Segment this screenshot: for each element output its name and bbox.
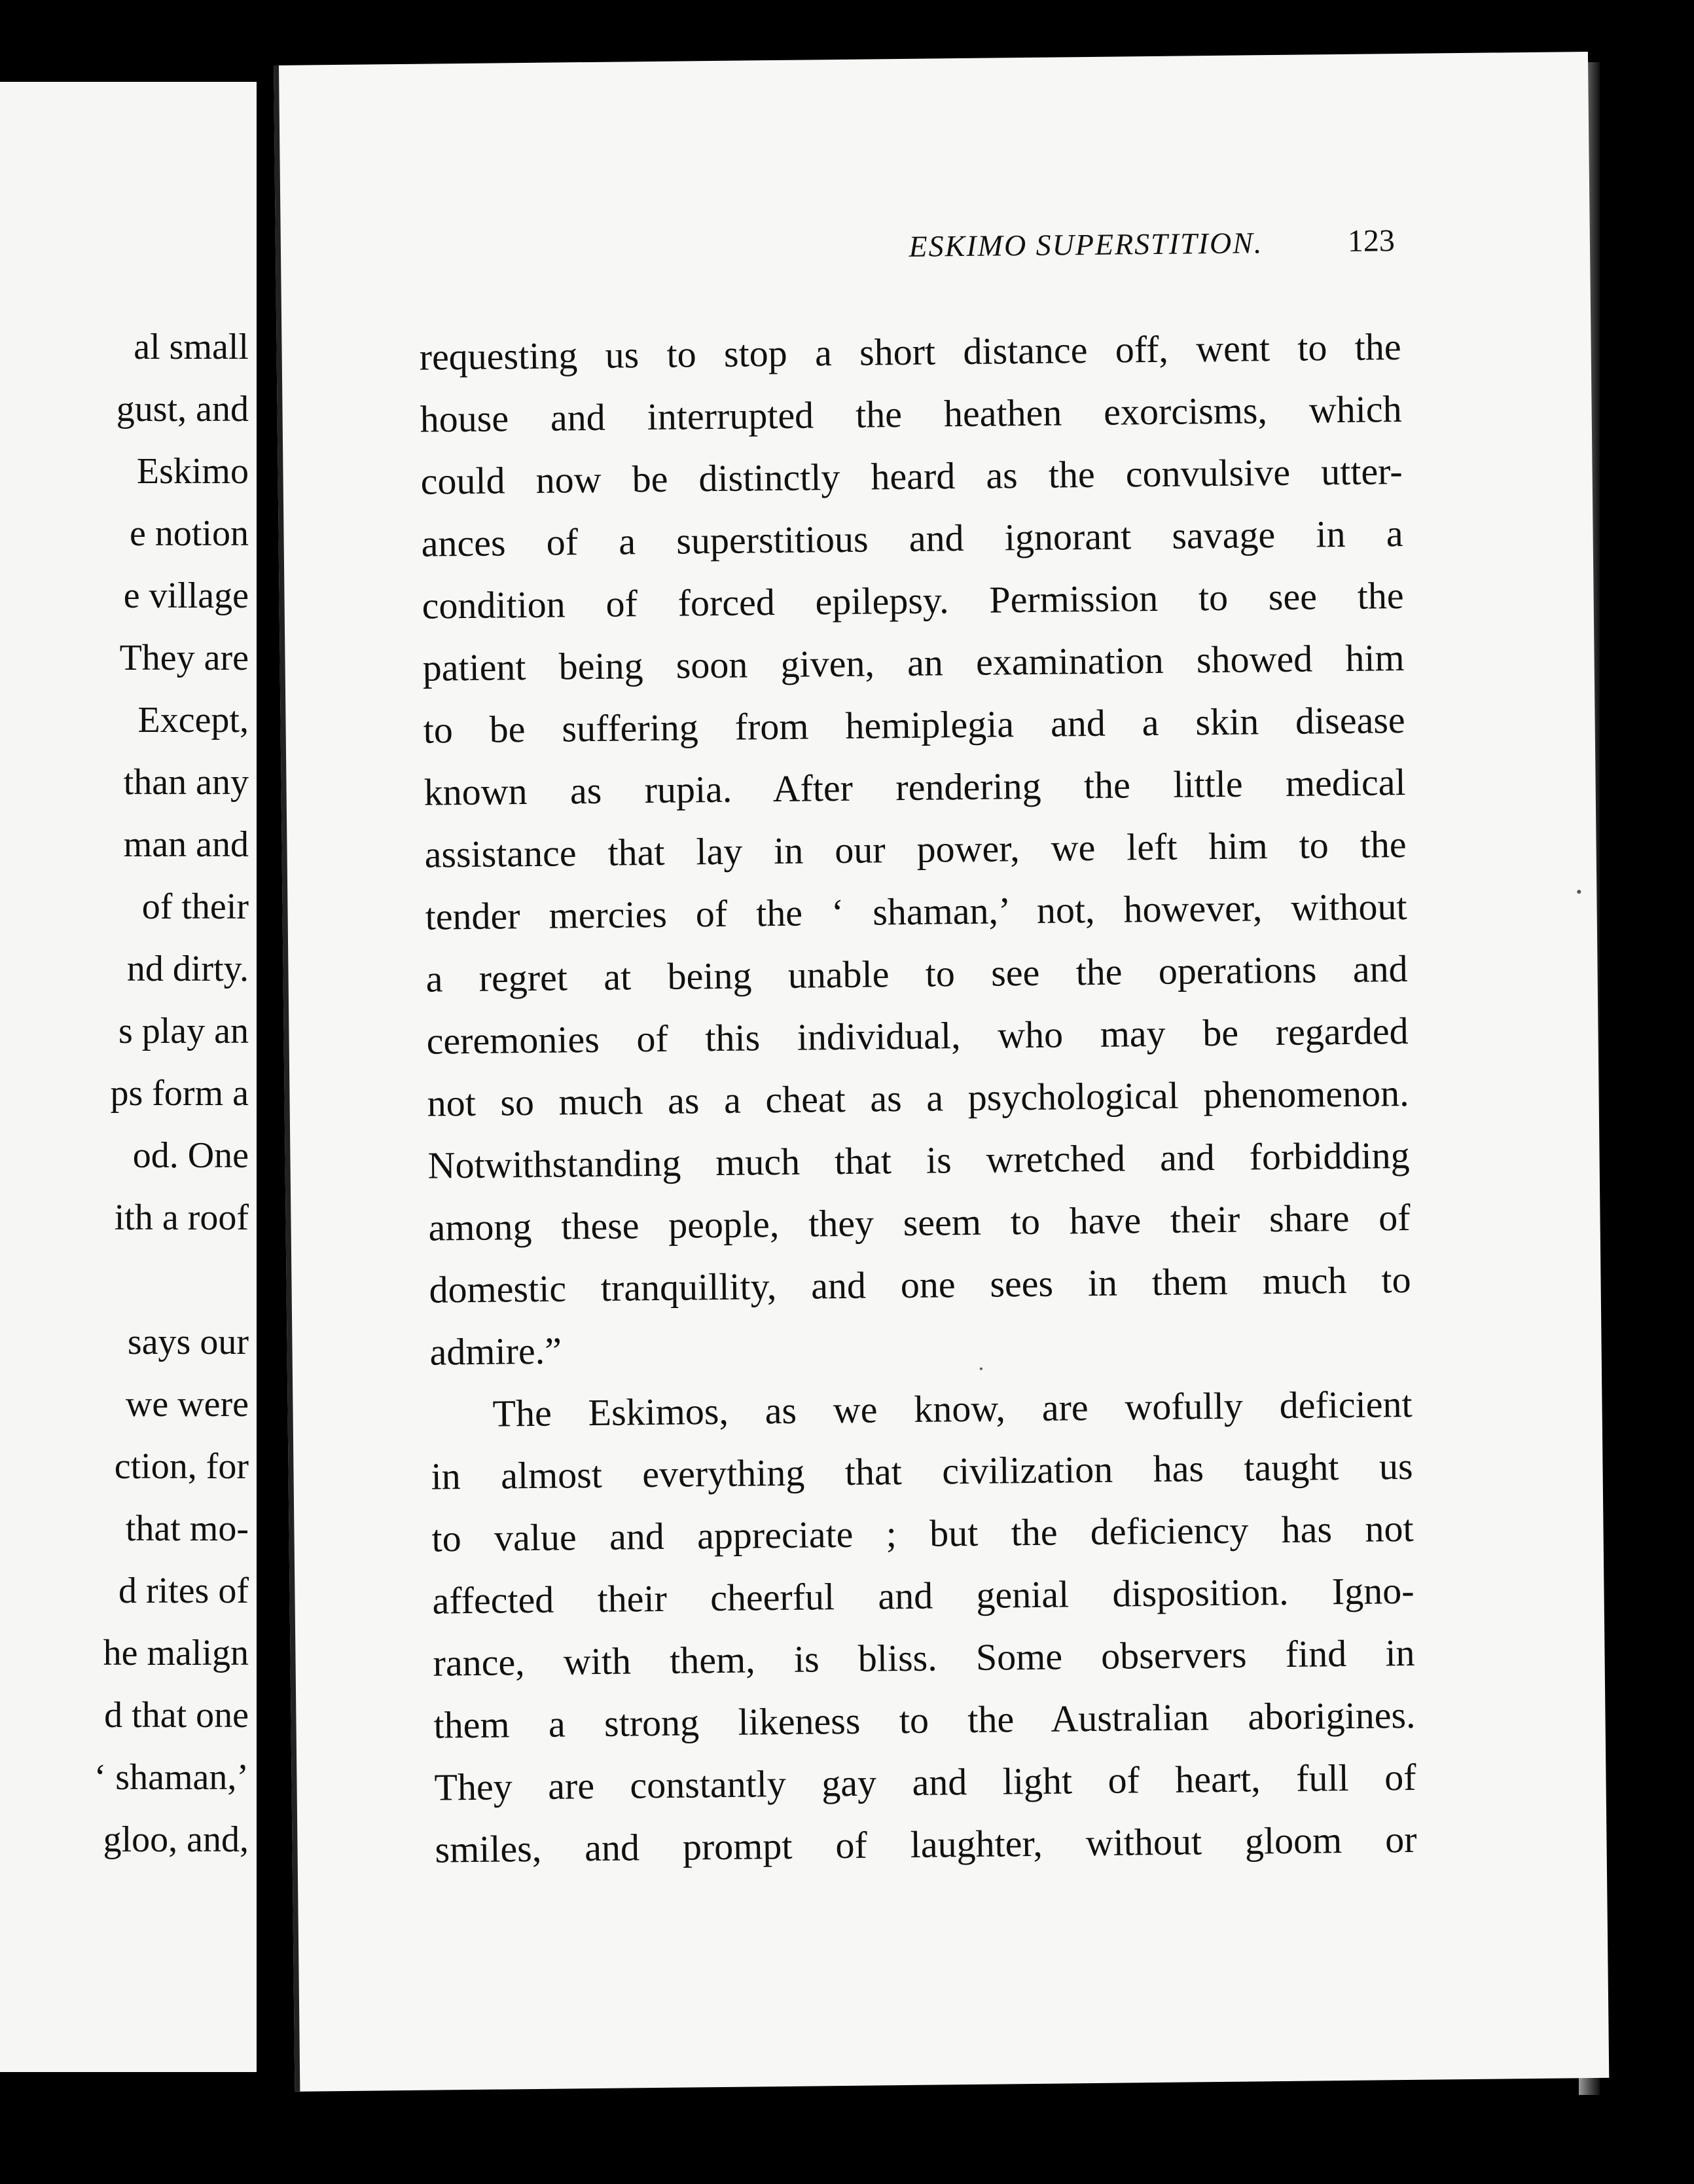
left-line: than any bbox=[123, 762, 249, 803]
text-line: not so much as a cheat as a psychological phenomenon. bbox=[427, 1071, 1409, 1125]
text-line: They are constantly gay and light of heart, full of bbox=[434, 1755, 1416, 1809]
text-line: known as rupia. After rendering the little medical bbox=[424, 760, 1406, 814]
left-line: s play an bbox=[118, 1011, 249, 1051]
text-line: in almost everything that civilization has taught us bbox=[431, 1444, 1413, 1498]
left-line: of their bbox=[141, 886, 249, 927]
left-line: ps form a bbox=[110, 1073, 249, 1114]
running-head: ESKIMO SUPERSTITION. bbox=[909, 226, 1263, 263]
paragraph-first-line: The Eskimos, as we know, are wofully deficient bbox=[492, 1382, 1413, 1435]
left-page-text bbox=[94, 316, 249, 1871]
left-line: e notion bbox=[130, 513, 249, 554]
left-line: od. One bbox=[132, 1135, 249, 1176]
left-page bbox=[0, 82, 257, 2072]
left-line: d that one bbox=[104, 1695, 249, 1736]
text-line: ceremonies of this individual, who may be regarded bbox=[426, 1009, 1409, 1063]
left-line: that mo- bbox=[125, 1508, 249, 1549]
text-line: affected their cheerful and genial disposition. Igno- bbox=[432, 1569, 1415, 1622]
left-line: al small bbox=[134, 327, 249, 367]
left-line: man and bbox=[123, 824, 249, 865]
left-line: Eskimo bbox=[136, 451, 249, 492]
text-line: to be suffering from hemiplegia and a skin disease bbox=[423, 698, 1405, 752]
left-line: ‘ shaman,’ bbox=[94, 1757, 249, 1798]
text-line: assistance that lay in our power, we left him to the bbox=[424, 822, 1407, 876]
text-line: rance, with them, is bliss. Some observers find in bbox=[433, 1631, 1415, 1684]
text-line: admire.” bbox=[429, 1329, 562, 1374]
text-line: a regret at being unable to see the operations and bbox=[425, 947, 1408, 1000]
text-line: ances of a superstitious and ignorant savage in a bbox=[421, 511, 1403, 565]
left-line: e village bbox=[123, 575, 249, 616]
left-line: says our bbox=[127, 1322, 249, 1362]
left-line: gloo, and, bbox=[103, 1819, 249, 1860]
left-line: we were bbox=[125, 1384, 249, 1425]
text-line: among these people, they seem to have their share of bbox=[428, 1195, 1411, 1249]
left-line: Except, bbox=[137, 700, 249, 740]
text-line: patient being soon given, an examination showed him bbox=[422, 636, 1405, 689]
paper-speck bbox=[1577, 890, 1581, 894]
text-line: smiles, and prompt of laughter, without gloom or bbox=[435, 1817, 1417, 1871]
left-line: ith a roof bbox=[114, 1197, 249, 1238]
text-line: could now be distinctly heard as the convulsive utter- bbox=[420, 449, 1403, 503]
page-number: 123 bbox=[1347, 223, 1396, 259]
left-line: he malign bbox=[103, 1633, 249, 1673]
left-line: gust, and bbox=[116, 389, 249, 429]
text-line: condition of forced epilepsy. Permission to see the bbox=[422, 573, 1404, 627]
body-text bbox=[419, 316, 1417, 1881]
right-page bbox=[274, 52, 1609, 2092]
text-line: to value and appreciate ; but the deficiency has not bbox=[431, 1506, 1414, 1560]
text-line: tender mercies of the ‘ shaman,’ not, however, without bbox=[425, 884, 1407, 938]
text-line: house and interrupted the heathen exorcisms, which bbox=[420, 387, 1402, 441]
text-line: domestic tranquillity, and one sees in them much to bbox=[429, 1258, 1411, 1311]
text-line: Notwithstanding much that is wretched and forbidding bbox=[427, 1133, 1410, 1187]
left-line: They are bbox=[119, 638, 249, 678]
paper-speck bbox=[980, 1368, 982, 1370]
left-line: d rites of bbox=[118, 1571, 249, 1611]
text-line: requesting us to stop a short distance off, went to the bbox=[419, 325, 1401, 378]
text-line: them a strong likeness to the Australian aborigines. bbox=[433, 1693, 1416, 1747]
left-line: nd dirty. bbox=[126, 949, 249, 989]
left-line: ction, for bbox=[114, 1446, 249, 1487]
